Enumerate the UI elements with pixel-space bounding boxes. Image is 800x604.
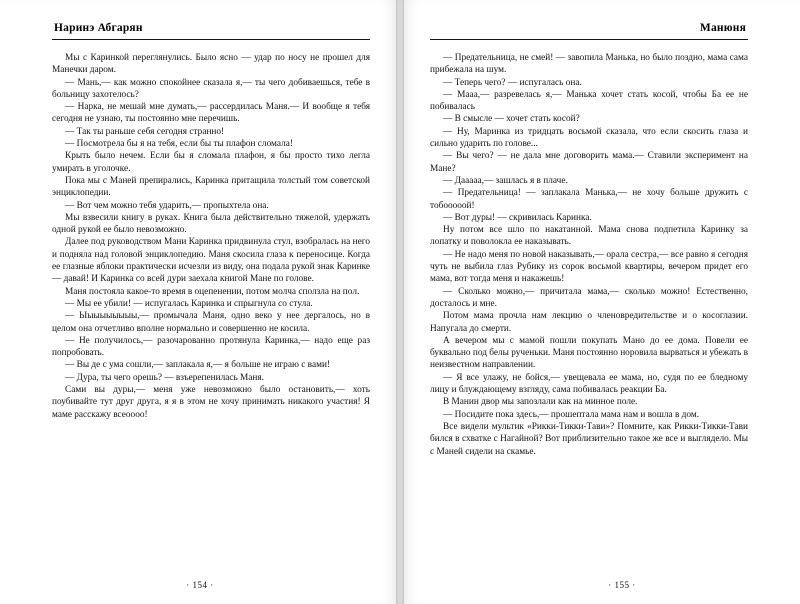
paragraph: Далее под руководством Мани Каринка придвинула стул, взобралась на него и подняла над головой энциклопедию. Маня скосила глаза к переносице. Когда ее глазные яблоки практически исчезли из виду, она подала рукой знак Каринке — давай! И Каринка со всей дури заехала книгой Мане по голове.: [52, 237, 370, 285]
paragraph: — Теперь чего? — испугалась она.: [443, 77, 582, 88]
paragraph: — Не получилось,— разочарованно протянула Каринка,— надо еще раз попробовать.: [52, 335, 370, 359]
paragraph: — Так ты раньше себя сегодня странно!: [65, 126, 225, 137]
paragraph: — Вы чего? — не дала мне договорить мама.— Ставили эксперимент на Мане?: [430, 151, 748, 174]
running-head-title: Манюня: [699, 22, 746, 34]
paragraph: — Вы де с ума сошли,— заплакала я,— я больше не играю с вами!: [65, 360, 331, 371]
paragraph: Сами вы дуры,— меня уже невозможно было остановить,— хоть поубивайте тут друг друга, я я в этом не хочу принимать никакого участия! Я маме расскажу всеоооо!: [52, 385, 370, 420]
paragraph: Пока мы с Маней препирались, Каринка притащила толстый том советской энциклопедии.: [52, 175, 370, 199]
paragraph: Потом мама прочла нам лекцию о членовредительстве и о косоглазии. Напугала до смерти.: [430, 311, 748, 334]
paragraph: — Мы ее убили! — испугалась Каринка и спрыгнула со стула.: [65, 298, 313, 309]
paragraph: — Сколько можно,— причитала мама,— сколько можно! Естественно, досталось и мне.: [430, 286, 748, 309]
paragraph: Ну потом все шло по накатанной. Мама снова подпетила Каринку за лопатку и поволокла ее наказывать.: [430, 225, 748, 248]
right-page: [400, 0, 800, 604]
left-page-body: [52, 52, 370, 421]
page-number-left: · 154 ·: [186, 580, 214, 590]
header-rule-right: [430, 39, 748, 40]
paragraph: — Посидите пока здесь,— прошептала мама нам и вошла в дом.: [443, 409, 700, 420]
paragraph: — Вот дуры! — скривилась Каринка.: [443, 212, 592, 223]
paragraph: — Посмотрела бы я на тебя, если бы ты плафон сломала!: [65, 139, 293, 150]
paragraph: — Нарка, не мешай мне думать,— рассердилась Маня.— И вообще я тебя сегодня не узнаю, ты постоянно мне перечишь.: [52, 102, 370, 125]
paragraph: Мы с Каринкой переглянулись. Было ясно — удар по носу не прошел для Манечки даром.: [52, 53, 370, 76]
paragraph: — Я все улажу, не бойся,— увещевала ее мама, но, судя по ее бледному лицу и блуждающему взгляду, сама побивалась реакции Ба.: [430, 372, 748, 396]
paragraph: — Предательница! — заплакала Манька,— не хочу больше дружить с тобооооой!: [430, 188, 748, 211]
paragraph: — Ыыыыыыыыы,— промычала Маня, одно веко у нее дергалось, но в целом она отчетливо вполне нормально и совершенно не косила.: [52, 311, 370, 334]
paragraph: — Вот чем можно тебя ударить,— пропыхтела она.: [65, 200, 269, 211]
paragraph: — Дура, ты чего орешь? — взъерепенилась Маня.: [65, 372, 265, 383]
header-rule-left: [52, 39, 370, 40]
paragraph: Маня постояла какое-то время в оцепенении, потом молча сползла на пол.: [65, 286, 360, 297]
paragraph: — Предательница, не смей! — завопила Манька, но было поздно, мама сама прибежала на шум.: [430, 53, 748, 76]
running-head-author: Наринэ Абгарян: [54, 22, 143, 34]
paragraph: — Мааа,— разревелась я,— Манька хочет стать косой, чтобы Ба ее не побивалась: [430, 89, 748, 113]
paragraph: Все видели мультик «Рикки-Тикки-Тави»? Помните, как Рикки-Тикки-Тави бился в схватке с Нагайной? Вот приблизительно такое же все и выглядело. Мы с Маней сидели на скамье.: [430, 421, 748, 457]
paragraph: — Ну, Маринка из тридцать восьмой сказала, что если скосить глаза и сильно ударить по голове...: [430, 126, 748, 150]
paragraph: — Дааааа,— зашлась я в плаче.: [443, 175, 568, 186]
paragraph: В Манин двор мы запозлали как на минное поле.: [443, 397, 638, 408]
paragraph: Крыть было нечем. Если бы я сломала плафон, я бы просто тихо легла умирать в уголочке.: [52, 151, 370, 174]
paragraph: — В смысле — хочет стать косой?: [443, 114, 580, 125]
paragraph: А вечером мы с мамой пошли покупать Мано до ее дома. Повели ее буквально под белы рученьки. Маня постоянно норовила вырваться и убежать в неизвестном направлении.: [430, 335, 748, 371]
paragraph: Мы взвесили книгу в руках. Книга была действительно тяжелой, удержать одной рукой ее было невозможно.: [52, 212, 370, 236]
right-page-body: [430, 52, 748, 458]
paragraph: — Мань,— как можно спокойнее сказала я,— ты чего добиваешься, тебе в больницу захотелось?: [52, 77, 370, 100]
paragraph: — Не надо меня по новой наказывать,— орала сестра,— все равно я сегодня чуть не выбила глаз Рубику из сорок восьмой квартиры, вечером придет его мама, вот тогда меня и накажешь!: [430, 249, 748, 285]
page-number-right: · 155 ·: [608, 580, 636, 590]
